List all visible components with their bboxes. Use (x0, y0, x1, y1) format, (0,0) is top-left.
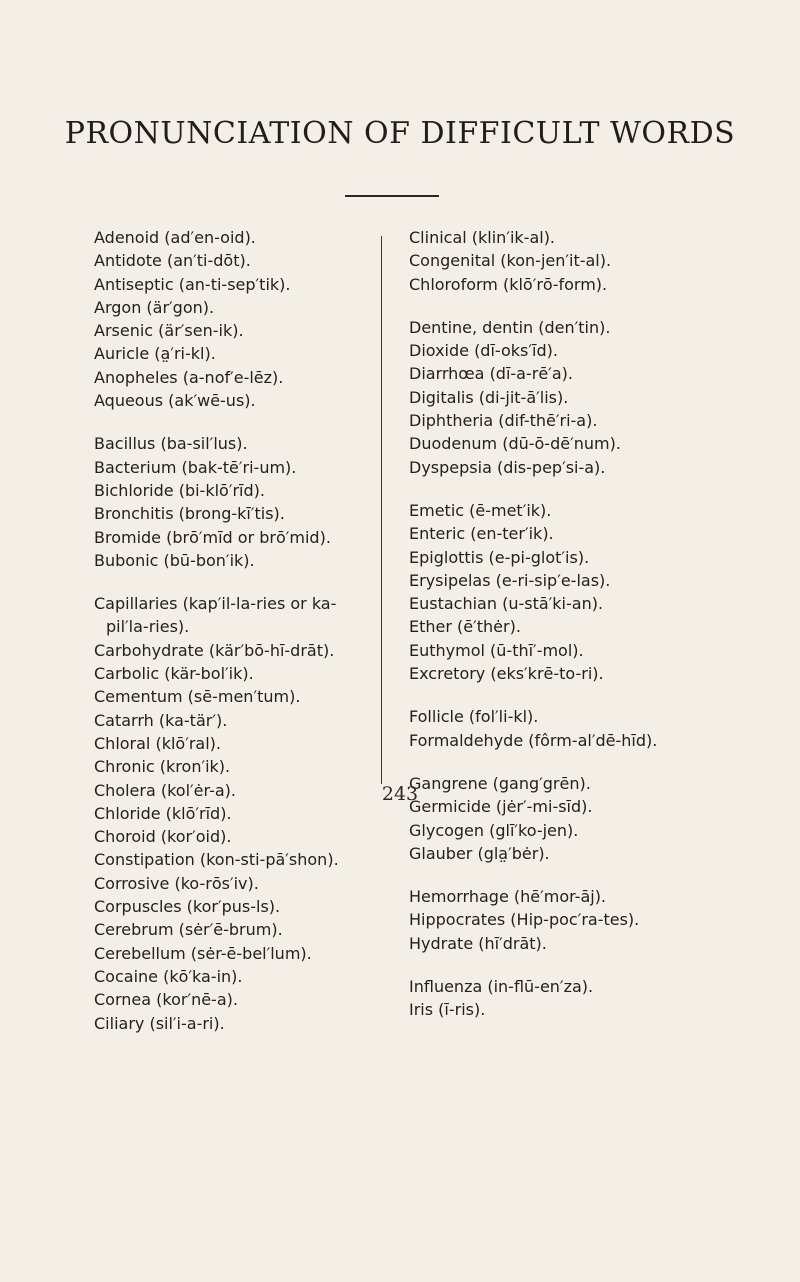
word-entry: Glauber (gla̤′bėr). (409, 843, 550, 863)
word-entry: Eustachian (u-stā′ki-an). (409, 594, 604, 614)
word-entry: Bichloride (bi-klō′rīd). (94, 480, 265, 500)
word-entry: Chloral (klō′ral). (94, 733, 221, 753)
word-entry: Epiglottis (e-pi-glot′is). (409, 547, 590, 567)
word-entry: Corrosive (ko-rōs′iv). (94, 873, 259, 893)
entry-group-f (409, 705, 789, 752)
word-entry: Capillaries (kap′il-la-ries or ka-pil′la-ries). (94, 594, 337, 637)
word-entry: Dentine, dentin (den′tin). (409, 317, 611, 337)
word-entry: Hydrate (hī′drāt). (409, 933, 547, 953)
word-entry: Chloride (klō′rīd). (94, 803, 232, 823)
word-entry: Bromide (brō′mīd or brō′mid). (94, 527, 331, 547)
entry-group-d (409, 316, 789, 479)
word-entry: Glycogen (glī′ko-jen). (409, 820, 579, 840)
column-divider (381, 236, 382, 784)
word-entry: Gangrene (gang′grēn). (409, 773, 591, 793)
word-entry: Cerebrum (sėr′ē-brum). (94, 920, 283, 940)
word-entry: Follicle (fol′li-kl). (409, 707, 539, 727)
word-entry: Emetic (ē-met′ik). (409, 500, 552, 520)
word-entry: Hippocrates (Hip-poc′ra-tes). (409, 910, 640, 930)
entry-group-h (409, 885, 789, 955)
word-entry: Anopheles (a-nof′e-lēz). (94, 367, 284, 387)
word-entry: Carbohydrate (kär′bō-hī-drāt). (94, 640, 335, 660)
word-entry: Constipation (kon-sti-pā′shon). (94, 850, 339, 870)
word-entry: Cerebellum (sėr-ē-bel′lum). (94, 943, 312, 963)
word-entry: Germicide (jėr′-mi-sīd). (409, 797, 593, 817)
title-rule (345, 195, 439, 197)
word-entry: Bacterium (bak-tē′ri-um). (94, 457, 297, 477)
word-entry: Diphtheria (dif-thē′ri-a). (409, 411, 598, 431)
word-entry: Cocaine (kō′ka-in). (94, 966, 243, 986)
word-entry: Adenoid (ad′en-oid). (94, 228, 256, 247)
word-entry: Influenza (in-flū-en′za). (409, 977, 594, 997)
word-entry: Digitalis (di-jit-ā′lis). (409, 387, 569, 407)
word-entry: Clinical (klin′ik-al). (409, 228, 556, 247)
word-entry: Carbolic (kär-bol′ik). (94, 664, 254, 684)
word-entry: Auricle (a̤′ri-kl). (94, 344, 216, 364)
page-title: PRONUNCIATION OF DIFFICULT WORDS (64, 116, 736, 151)
word-entry: Dioxide (dī-oks′īd). (409, 341, 558, 361)
word-entry: Formaldehyde (fôrm-al′dē-hīd). (409, 730, 658, 750)
word-entry: Congenital (kon-jen′it-al). (409, 251, 612, 271)
entry-group-b (94, 432, 376, 572)
word-entry: Ether (ē′thėr). (409, 617, 521, 637)
word-entry: Cornea (kor′nē-a). (94, 990, 238, 1010)
left-column (94, 226, 376, 1055)
word-entry: Diarrhœa (dī-a-rē′a). (409, 364, 573, 384)
word-entry: Duodenum (dū-ō-dē′num). (409, 434, 621, 454)
word-entry: Corpuscles (kor′pus-ls). (94, 897, 281, 917)
word-entry: Cementum (sē-men′tum). (94, 687, 301, 707)
entry-group-c-left (94, 592, 376, 1035)
word-entry: Antidote (an′ti-dōt). (94, 251, 251, 271)
word-entry: Erysipelas (e-ri-sip′e-las). (409, 570, 611, 590)
word-entry: Argon (är′gon). (94, 297, 215, 317)
word-entry: Antiseptic (an-ti-sep′tik). (94, 274, 291, 294)
word-entry: Enteric (en-ter′ik). (409, 524, 554, 544)
word-entry: Euthymol (ū-thī′-mol). (409, 640, 584, 660)
word-entry: Chronic (kron′ik). (94, 757, 231, 777)
word-entry: Ciliary (sil′i-a-ri). (94, 1013, 225, 1033)
word-entry: Choroid (kor′oid). (94, 827, 232, 847)
word-entry: Hemorrhage (hē′mor-āj). (409, 887, 607, 907)
word-entry: Aqueous (ak′wē-us). (94, 391, 256, 411)
entry-group-i (409, 975, 789, 1022)
word-entry: Chloroform (klō′rō-form). (409, 274, 608, 294)
entry-group-a (94, 226, 376, 412)
word-entry: Bubonic (bū-bon′ik). (94, 550, 255, 570)
word-entry: Bacillus (ba-sil′lus). (94, 434, 248, 454)
word-entry: Dyspepsia (dis-pep′si-a). (409, 457, 606, 477)
page-number: 243 (381, 783, 419, 805)
word-entry: Cholera (kol′ėr-a). (94, 780, 236, 800)
word-entry: Arsenic (är′sen-ik). (94, 321, 244, 341)
right-column (409, 226, 789, 1042)
word-entry: Excretory (eks′krē-to-ri). (409, 664, 604, 684)
word-entry: Bronchitis (brong-kī′tis). (94, 504, 285, 524)
word-entry: Iris (ī-ris). (409, 1000, 486, 1020)
word-entry: Catarrh (ka-tär′). (94, 710, 228, 730)
entry-group-c-right (409, 226, 789, 296)
entry-group-e (409, 499, 789, 685)
